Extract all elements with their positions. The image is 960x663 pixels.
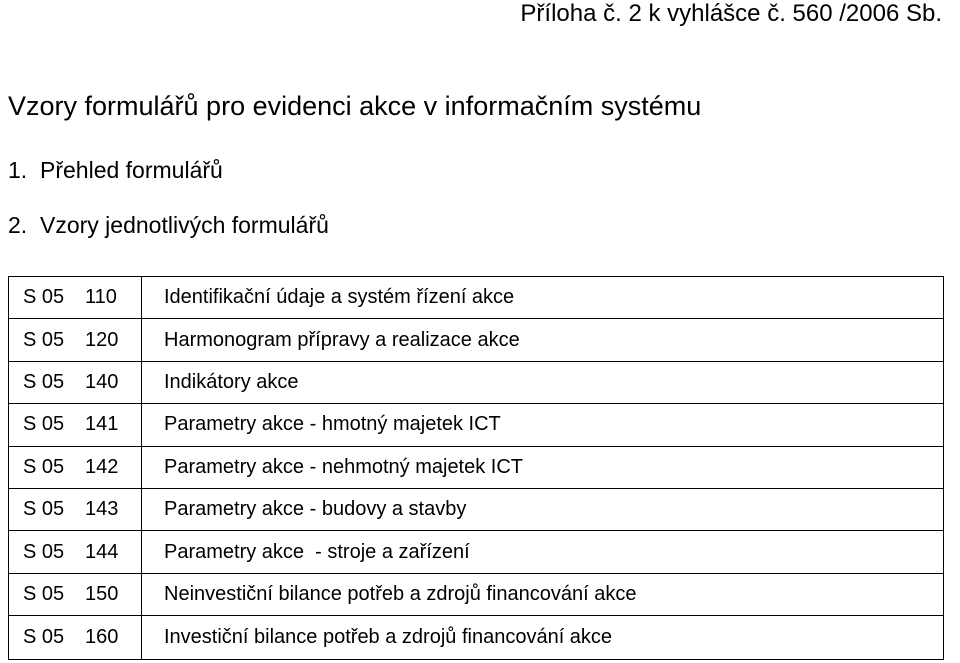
table-row [9, 574, 943, 616]
form-code [9, 447, 142, 488]
table-row [9, 489, 943, 531]
table-row [9, 404, 943, 446]
form-number: 143 [85, 498, 119, 521]
form-number: 142 [85, 455, 119, 478]
form-name: Investiční bilance potřeb a zdrojů financování akce [164, 625, 613, 648]
form-prefix: S 05 [23, 328, 65, 351]
form-name: Parametry akce - hmotný majetek ICT [164, 413, 501, 436]
form-name: Identifikační údaje a systém řízení akce [164, 286, 515, 309]
form-code [9, 616, 142, 658]
form-code [9, 489, 142, 530]
section-label: Přehled formulářů [40, 157, 223, 183]
form-name: Parametry akce - budovy a stavby [164, 498, 467, 521]
form-number: 144 [85, 540, 119, 563]
section-number: 2. [8, 212, 28, 238]
form-name: Parametry akce - nehmotný majetek ICT [164, 455, 524, 478]
form-name: Harmonogram přípravy a realizace akce [164, 328, 520, 351]
table-row [9, 616, 943, 658]
form-number: 141 [85, 413, 119, 436]
section-heading-1 [8, 156, 223, 184]
form-prefix: S 05 [23, 413, 65, 436]
form-name: Indikátory akce [164, 370, 299, 393]
forms-table [8, 276, 944, 660]
form-prefix: S 05 [23, 498, 65, 521]
form-number: 150 [85, 582, 119, 605]
form-prefix: S 05 [23, 540, 65, 563]
form-code [9, 531, 142, 572]
form-prefix: S 05 [23, 370, 65, 393]
table-row [9, 531, 943, 573]
annex-reference: Příloha č. 2 k vyhlášce č. 560 /2006 Sb. [520, 0, 942, 27]
form-code [9, 362, 142, 403]
form-number: 140 [85, 370, 119, 393]
form-code [9, 404, 142, 445]
form-code [9, 574, 142, 615]
form-prefix: S 05 [23, 625, 65, 648]
document-title: Vzory formulářů pro evidenci akce v informačním systému [8, 91, 702, 121]
form-name: Neinvestiční bilance potřeb a zdrojů financování akce [164, 582, 637, 605]
table-row [9, 447, 943, 489]
form-prefix: S 05 [23, 455, 65, 478]
section-heading-2 [8, 211, 329, 239]
section-label: Vzory jednotlivých formulářů [40, 212, 329, 238]
form-number: 110 [85, 286, 117, 309]
form-number: 120 [85, 328, 119, 351]
form-code [9, 319, 142, 360]
table-row [9, 362, 943, 404]
form-prefix: S 05 [23, 582, 65, 605]
form-prefix: S 05 [23, 286, 65, 309]
form-code [9, 277, 142, 318]
section-number: 1. [8, 157, 28, 183]
table-row [9, 319, 943, 361]
table-row [9, 277, 943, 319]
form-number: 160 [85, 625, 119, 648]
form-name: Parametry akce - stroje a zařízení [164, 540, 470, 563]
